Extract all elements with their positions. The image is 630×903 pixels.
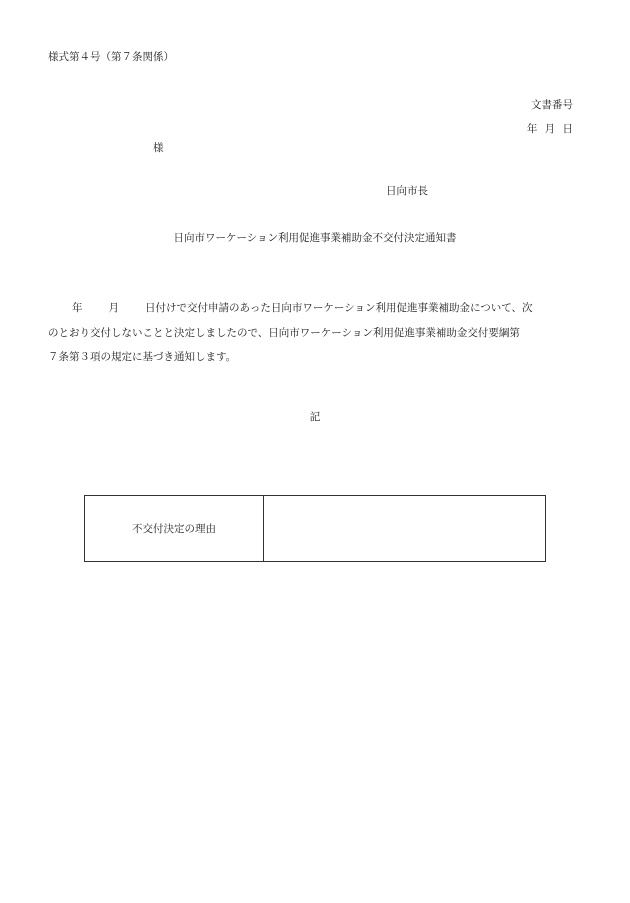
- body-line-1: [48, 296, 576, 321]
- month-label: 月: [108, 302, 119, 314]
- reason-label-cell: 不交付決定の理由: [85, 496, 264, 562]
- reason-table: [84, 495, 546, 562]
- issuer-name: 日向市長: [386, 185, 428, 197]
- date-line: 年 月 日: [526, 123, 573, 135]
- body-line-1-text: 日付けで交付申請のあった日向市ワーケーション利用促進事業補助金について、次: [145, 302, 533, 314]
- body-line-2: のとおり交付しないことと決定しましたので、日向市ワーケーション利用促進事業補助金交付要綱第: [48, 326, 520, 339]
- reason-value-cell: [264, 496, 546, 562]
- ki-heading: 記: [309, 411, 321, 423]
- addressee-suffix: 様: [153, 142, 164, 154]
- body-line-3: ７条第３項の規定に基づき通知します。: [48, 351, 237, 363]
- document-number: 文書番号: [531, 99, 573, 111]
- table-row: [85, 496, 546, 562]
- document-title: 日向市ワーケーション利用促進事業補助金不交付決定通知書: [173, 232, 457, 244]
- body-paragraph: [48, 296, 576, 370]
- year-label: 年: [72, 302, 83, 314]
- form-number: 様式第４号（第７条関係）: [48, 51, 174, 63]
